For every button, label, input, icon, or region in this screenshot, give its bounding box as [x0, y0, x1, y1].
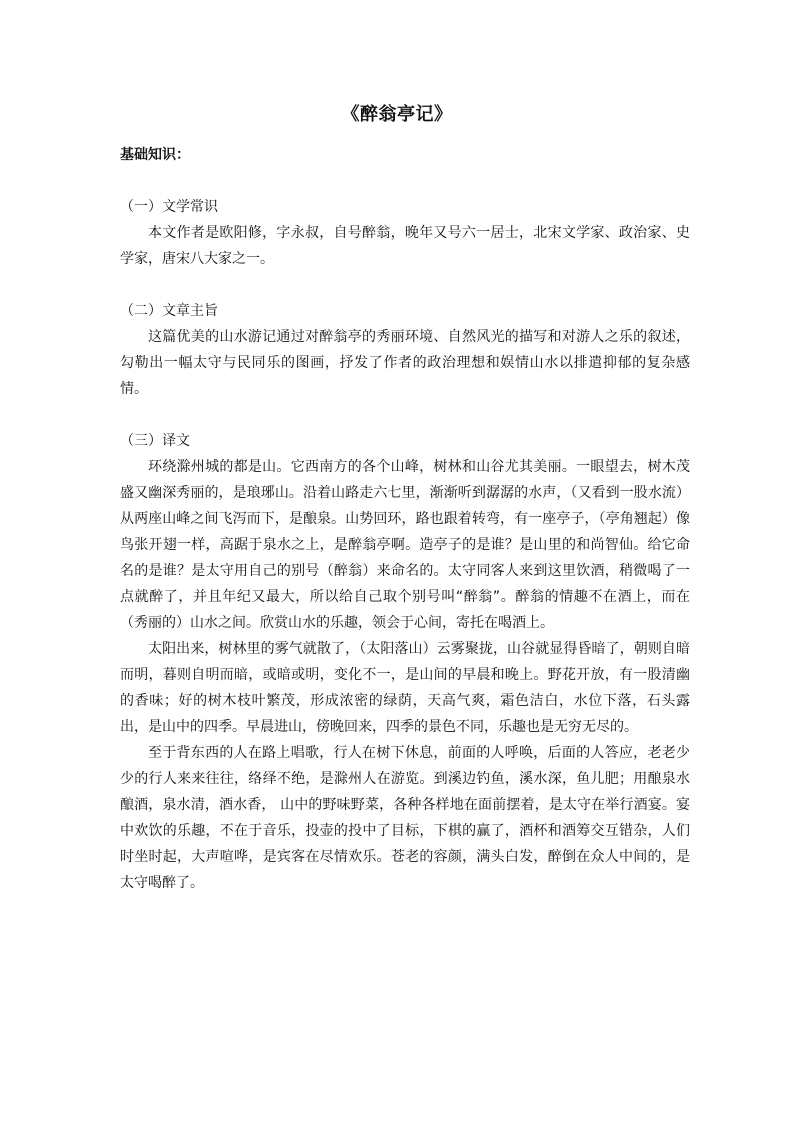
section-heading-literary-knowledge: （一）文学常识 [120, 199, 218, 215]
paragraph-main-idea: 这篇优美的山水游记通过对醉翁亭的秀丽环境、自然风光的描写和对游人之乐的叙述，勾勒出一幅太守与民同乐的图画，抒发了作者的政治理想和娱情山水以排遣抑郁的复杂感情。 [120, 329, 690, 397]
spacer [120, 168, 690, 194]
spacer [120, 402, 690, 428]
page-title: 《醉翁亭记》 [341, 104, 453, 125]
basics-label: 基础知识： [120, 147, 190, 163]
document-body [120, 142, 690, 896]
section-heading-main-idea: （二）文章主旨 [120, 303, 218, 319]
paragraph-translation-2: 太阳出来，树林里的雾气就散了，（太阳落山）云雾聚拢，山谷就显得昏暗了，朝则自暗而明，暮则自明而暗，或暗或明，变化不一，是山间的早晨和晚上。野花开放，有一股清幽的香味；好的树木枝叶繁茂，形成浓密的绿荫，天高气爽，霜色洁白，水位下落，石头露出，是山中的四季。早晨进山，傍晚回来，四季的景色不同，乐趣也是无穷无尽的。 [120, 641, 690, 735]
paragraph-author-info: 本文作者是欧阳修，字永叔，自号醉翁，晚年又号六一居士，北宋文学家、政治家、史学家，唐宋八大家之一。 [120, 225, 690, 267]
section-heading-translation: （三）译文 [120, 433, 190, 449]
paragraph-translation-1: 环绕滁州城的都是山。它西南方的各个山峰，树林和山谷尤其美丽。一眼望去，树木茂盛又幽深秀丽的，是琅琊山。沿着山路走六七里，渐渐听到潺潺的水声，（又看到一股水流）从两座山峰之间飞泻而下，是酿泉。山势回环，路也跟着转弯，有一座亭子，（亭角翘起）像鸟张开翅一样，高踞于泉水之上，是醉翁亭啊。造亭子的是谁？是山里的和尚智仙。给它命名的是谁？是太守用自己的别号（醉翁）来命名的。太守同客人来到这里饮酒，稍微喝了一点就醉了，并且年纪又最大，所以给自己取个别号叫“醉翁”。醉翁的情趣不在酒上，而在（秀丽的）山水之间。欣赏山水的乐趣，领会于心间，寄托在喝酒上。 [120, 459, 690, 631]
paragraph-translation-3: 至于背东西的人在路上唱歌，行人在树下休息，前面的人呼唤，后面的人答应，老老少少的行人来来往往，络绎不绝，是滁州人在游览。到溪边钓鱼，溪水深，鱼儿肥；用酿泉水酿酒，泉水清，酒水香， 山中的野味野菜，各种各样地在面前摆着，是太守在举行酒宴。宴中欢饮的乐趣，不在于音乐，投壶的投中了目标，下棋的赢了，酒杯和酒筹交互错杂，人们时坐时起，大声喧哗，是宾客在尽情欢乐。苍老的容颜，满头白发，醉倒在众人中间的，是太守喝醉了。 [120, 745, 690, 891]
spacer [120, 272, 690, 298]
